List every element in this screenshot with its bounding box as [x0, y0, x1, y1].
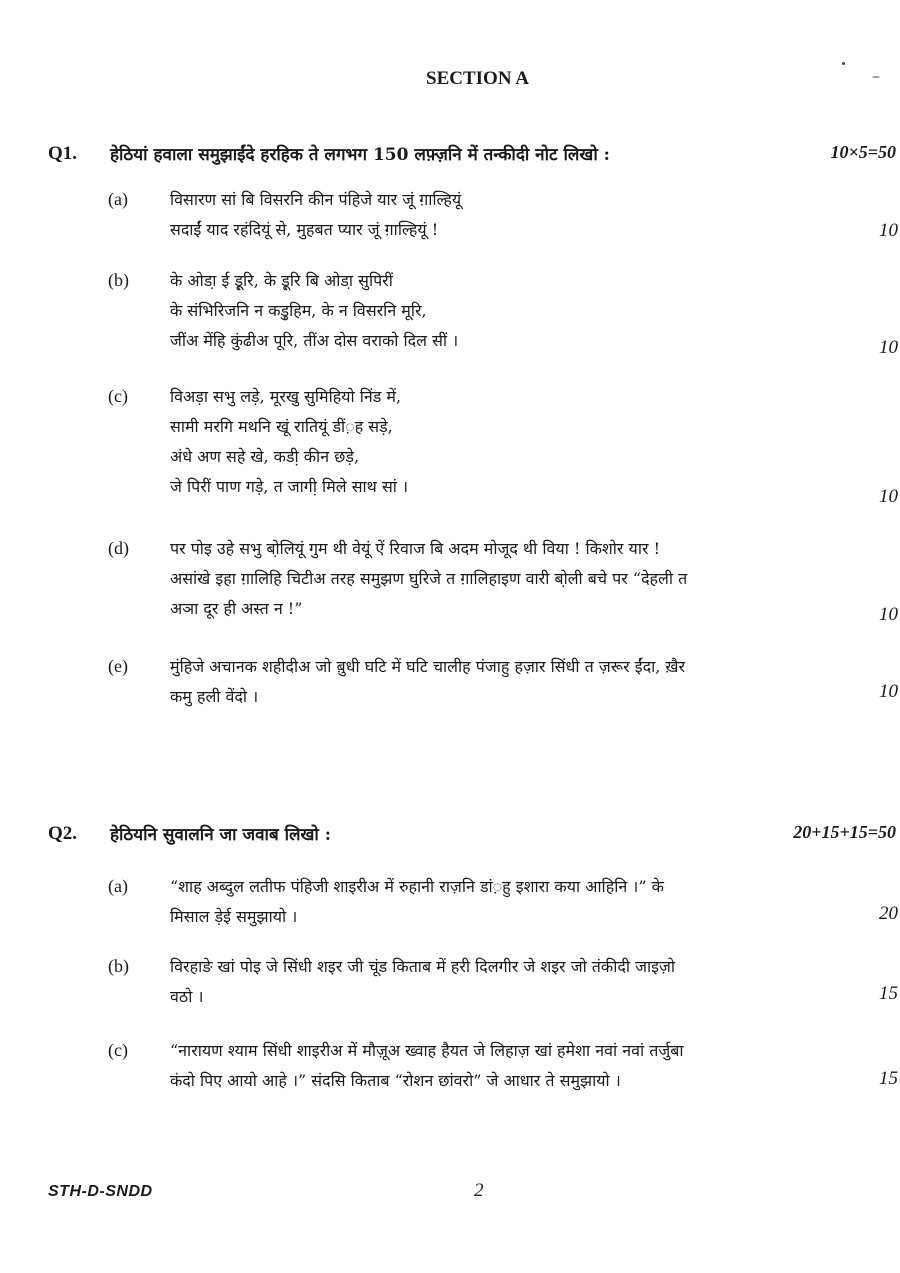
q2-c-label: (c)	[108, 1040, 128, 1060]
q2-a-line-1: “शाह अब्दुल लतीफ पंहिजी शाइरीअ में रुहानी राज़नि डां़हु इशारा कया आहिनि ।” के	[170, 877, 664, 896]
q1-instruction: हेठियां हवाला समुझाईंदे हरहिक ते लगभग 150 लफ़्ज़नि में तन्कीदी नोट लिखो :	[110, 145, 610, 165]
q1-c-label: (c)	[108, 386, 128, 406]
q1-d-line-2: असांखे इहा ग़ालिहि चिटीअ तरह समुझण घुरिजे त ग़ालिहाइण वारी बो़ली बचे पर “देहली त	[170, 569, 688, 588]
footer-paper-code: STH-D-SNDD	[48, 1183, 153, 1200]
q1-d-text	[170, 534, 860, 624]
q1-d-line-3: अञा दूर ही अस्त न !”	[170, 599, 303, 618]
q1-e-line-1: मुंहिजे अचानक शहीदीअ जो बु़धी घटि में घटि चालीह पंजाहु हज़ार सिंधी त ज़रूर ईंदा, ख़ैर	[170, 657, 686, 676]
q1-b-line-2: के संभिरिजनि न कडु़हिम, के न विसरनि मूरि,	[170, 301, 427, 320]
q1-a-line-1: विसारण सां बि विसरनि कीन पंहिजे यार जूं ग़ाल्हियूं	[170, 190, 462, 209]
q2-b-text	[170, 952, 860, 1012]
q1-b-text	[170, 266, 860, 356]
q1-d-label: (d)	[108, 538, 129, 558]
q2-c-line-1: “नारायण श्याम सिंधी शाइरीअ में मौज़ूअ ख्वाह हैयत जे लिहाज़ खां हमेशा नवां नवां तर्जुबा	[170, 1041, 684, 1060]
q2-c-text	[170, 1036, 860, 1096]
q2-total-marks: 20+15+15=50	[793, 822, 896, 842]
q1-c-marks: 10	[879, 486, 898, 507]
q2-b-line-2: वठो ।	[170, 987, 204, 1006]
scan-speck	[872, 76, 880, 78]
q1-a-label: (a)	[108, 189, 128, 209]
q1-d-line-1: पर पोइ उहे सभु बो़लियूं गुम थी वेयूं ऐं रिवाज बि अदम मोजूद थी विया ! किशोर यार !	[170, 539, 661, 558]
q1-e-text	[170, 652, 860, 712]
q1-c-line-3: अंधे अण सहे खे, कडी़ कीन छडे़,	[170, 447, 360, 466]
q1-total-marks: 10×5=50	[830, 142, 896, 162]
footer-page-number: 2	[474, 1180, 484, 1201]
q2-c-line-2: कंदो पिए आयो आहे ।” संदसि किताब “रोशन छांवरो” जे आधार ते समुझायो ।	[170, 1071, 621, 1090]
section-title: SECTION A	[426, 68, 529, 89]
q1-b-line-3: जींअ मेंहि कुंढीअ पूरि, तींअ दोस वराको दिल सीं ।	[170, 331, 459, 350]
q2-c-marks: 15	[879, 1068, 898, 1089]
q1-c-line-1: विअड़ा सभु लडे़, मूरखु सुमिहियो निंड में,	[170, 387, 402, 406]
q1-e-label: (e)	[108, 656, 128, 676]
q1-b-line-1: के ओडा़ ई डू़रि, के डू़रि बि ओडा़ सुपिरीं	[170, 271, 393, 290]
q2-b-marks: 15	[879, 983, 898, 1004]
q1-c-line-2: सामी मरगि मथनि खूं रातियूं डीं़ह सडे़,	[170, 417, 393, 436]
q1-number: Q1.	[48, 143, 78, 164]
scan-speck	[842, 62, 845, 65]
q1-e-marks: 10	[879, 681, 898, 702]
q2-a-text	[170, 872, 860, 932]
q2-a-line-2: मिसाल डे़ई समुझायो ।	[170, 907, 298, 926]
q1-a-marks: 10	[879, 220, 898, 241]
q2-a-marks: 20	[879, 903, 898, 924]
q1-c-line-4: जे पिरीं पाण गडे़, त जागी़ मिले साथ सां ।	[170, 477, 409, 496]
q1-a-text	[170, 185, 860, 245]
q1-a-line-2: सदाईं याद रहंदियूं से, मुहबत प्यार जूं ग़ाल्हियूं !	[170, 220, 439, 239]
q1-c-text	[170, 382, 860, 502]
q2-b-line-1: विरहाङे खां पोइ जे सिंधी शइर जी चूंड किताब में हरी दिलगीर जे शइर जो तंकीदी जाइज़ो	[170, 957, 675, 976]
q1-e-line-2: कमु हली वेंदो ।	[170, 687, 259, 706]
q2-a-label: (a)	[108, 876, 128, 896]
q1-d-marks: 10	[879, 604, 898, 625]
q2-b-label: (b)	[108, 956, 129, 976]
q2-instruction: हेठियनि सुवालनि जा जवाब लिखो :	[110, 825, 332, 845]
q1-b-label: (b)	[108, 270, 129, 290]
q2-number: Q2.	[48, 823, 78, 844]
q1-b-marks: 10	[879, 337, 898, 358]
